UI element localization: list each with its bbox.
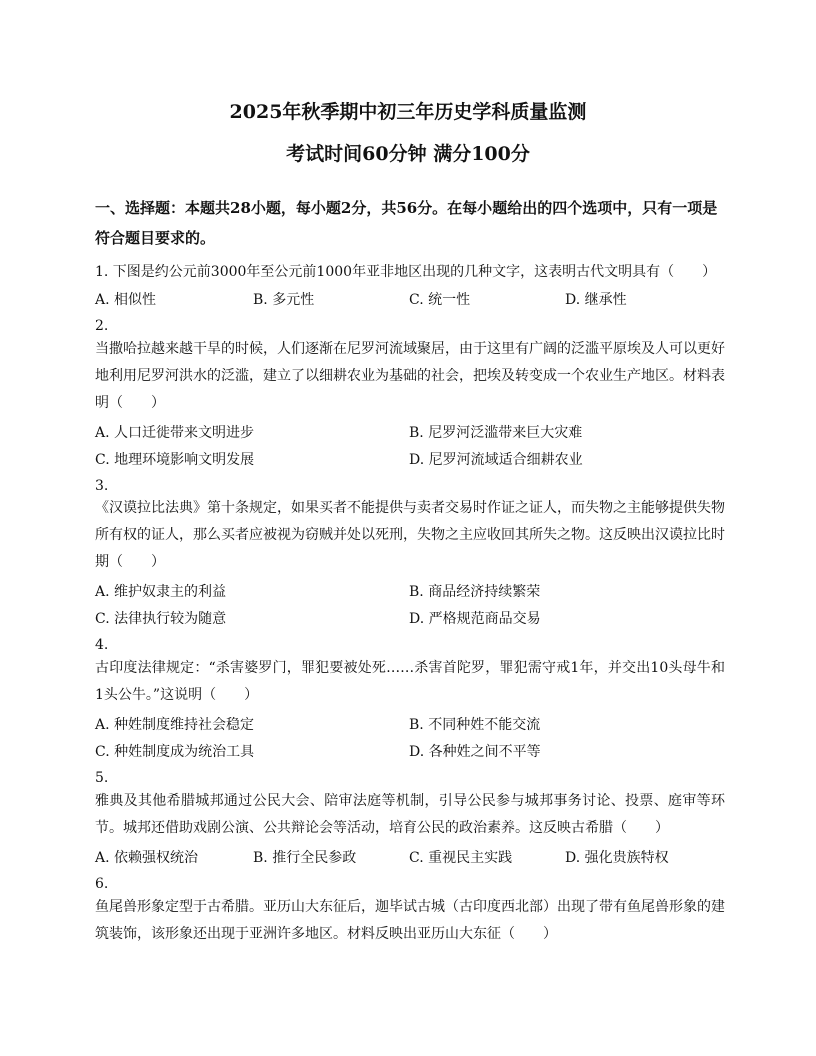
question-6-number: 6. bbox=[95, 876, 109, 892]
question-2-option-a: A. 人口迁徙带来文明进步 bbox=[95, 425, 255, 441]
question-1-option-b: B. 多元性 bbox=[253, 292, 315, 308]
question-5-option-a: A. 依赖强权统治 bbox=[95, 850, 199, 866]
question-3-option-b: B. 商品经济持续繁荣 bbox=[409, 584, 541, 600]
question-4-option-a: A. 种姓制度维持社会稳定 bbox=[95, 717, 255, 733]
question-5-option-c: C. 重视民主实践 bbox=[409, 850, 513, 866]
question-5-option-b: B. 推行全民参政 bbox=[253, 850, 357, 866]
question-2-option-c: C. 地理环境影响文明发展 bbox=[95, 452, 255, 468]
question-1-option-d: D. 继承性 bbox=[565, 292, 627, 308]
question-2-option-d: D. 尼罗河流域适合细耕农业 bbox=[409, 452, 583, 468]
question-1-option-c: C. 统一性 bbox=[409, 292, 471, 308]
question-6-stem: 鱼尾兽形象定型于古希腊。亚历山大东征后，迦毕试古城（古印度西北部）出现了带有鱼尾兽形象的建筑装饰，该形象还出现于亚洲许多地区。材料反映出亚历山大东征（ ） bbox=[95, 899, 725, 942]
question-5-number: 5. bbox=[95, 770, 109, 786]
question-1-stem: 1. 下图是约公元前3000年至公元前1000年亚非地区出现的几种文字，这表明古代文明具有（ ） bbox=[95, 264, 717, 280]
question-1-option-a: A. 相似性 bbox=[95, 292, 157, 308]
question-3-number: 3. bbox=[95, 478, 109, 494]
question-3-option-a: A. 维护奴隶主的利益 bbox=[95, 584, 227, 600]
question-5-option-d: D. 强化贵族特权 bbox=[565, 850, 669, 866]
question-4-option-d: D. 各种姓之间不平等 bbox=[409, 744, 541, 760]
question-4-stem: 古印度法律规定：“杀害婆罗门，罪犯要被处死……杀害首陀罗，罪犯需守戒1年，并交出10头母牛和1头公牛。”这说明（ ） bbox=[95, 660, 725, 703]
question-3-stem: 《汉谟拉比法典》第十条规定，如果买者不能提供与卖者交易时作证之证人，而失物之主能够提供失物所有权的证人，那么买者应被视为窃贼并处以死刑，失物之主应收回其所失之物。这反映出汉谟拉比时期（ ） bbox=[95, 500, 725, 570]
question-3-option-c: C. 法律执行较为随意 bbox=[95, 611, 227, 627]
question-3-option-d: D. 严格规范商品交易 bbox=[409, 611, 541, 627]
question-4-option-b: B. 不同种姓不能交流 bbox=[409, 717, 541, 733]
question-2-stem: 当撒哈拉越来越干旱的时候，人们逐渐在尼罗河流域聚居，由于这里有广阔的泛滥平原埃及人可以更好地利用尼罗河洪水的泛滥，建立了以细耕农业为基础的社会，把埃及转变成一个农业生产地区。材料表明（ ） bbox=[95, 341, 725, 411]
question-2-option-b: B. 尼罗河泛滥带来巨大灾难 bbox=[409, 425, 583, 441]
exam-title: 2025年秋季期中初三年历史学科质量监测 bbox=[229, 101, 587, 123]
question-4-option-c: C. 种姓制度成为统治工具 bbox=[95, 744, 255, 760]
question-4-number: 4. bbox=[95, 637, 109, 653]
question-5-stem: 雅典及其他希腊城邦通过公民大会、陪审法庭等机制，引导公民参与城邦事务讨论、投票、庭审等环节。城邦还借助戏剧公演、公共辩论会等活动，培育公民的政治素养。这反映古希腊（ ） bbox=[95, 793, 725, 836]
question-2-number: 2. bbox=[95, 318, 109, 334]
section-heading: 一、选择题：本题共28小题，每小题2分，共56分。在每小题给出的四个选项中，只有一项是符合题目要求的。 bbox=[95, 199, 718, 247]
exam-subtitle: 考试时间60分钟 满分100分 bbox=[286, 143, 530, 165]
